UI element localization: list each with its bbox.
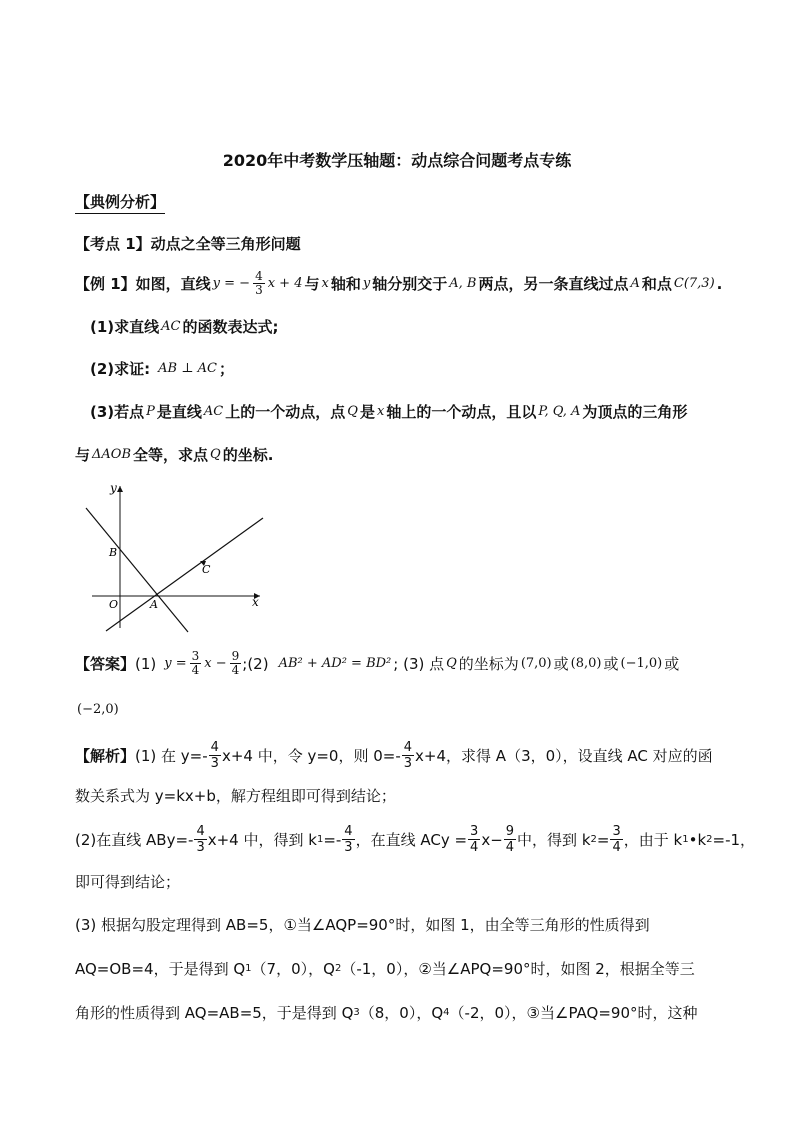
answer-line-2: [75, 702, 121, 717]
text: x−: [481, 830, 503, 849]
y-axis-arrow: [117, 486, 123, 492]
text: 的函数表达式;: [182, 318, 279, 336]
text: 即可得到结论；: [75, 873, 181, 891]
point-a-label: A: [150, 598, 158, 611]
point-a: A: [630, 276, 640, 291]
analysis-label: 【解析】: [75, 747, 136, 765]
text: 的坐标.: [222, 446, 274, 464]
analysis-line-2: [75, 785, 396, 806]
fraction-numerator: 9: [231, 649, 240, 663]
page-title: 2020年中考数学压轴题：动点综合问题考点专练: [222, 151, 572, 170]
text: 或: [603, 655, 619, 673]
text: 和点: [641, 275, 672, 293]
fraction-numerator: 4: [344, 824, 353, 839]
text: 轴分别交于: [372, 275, 448, 293]
point-c: C(7,3): [673, 276, 715, 291]
point-q: Q: [210, 447, 221, 462]
text: ；: [218, 360, 234, 378]
text: 全等，求点: [133, 446, 209, 464]
text: 轴上的一个动点，且以: [386, 403, 537, 421]
line-ac: AC: [161, 319, 181, 334]
analysis-line-1: [75, 740, 713, 771]
fraction-numerator: 3: [470, 824, 479, 839]
text: 上的一个动点，点: [225, 403, 346, 421]
fraction-numerator: 4: [210, 740, 219, 755]
question-1: [90, 316, 279, 337]
line-eq-tail: x + 4: [267, 276, 303, 291]
text: 或: [664, 655, 680, 673]
subscript: 1: [316, 834, 324, 845]
var-x: x: [321, 276, 329, 291]
fraction-denominator: 4: [231, 663, 240, 677]
text: x+4 中，令 y=0，则 0=-: [221, 747, 401, 765]
fraction-denominator: 3: [403, 756, 413, 771]
var-x: x: [376, 404, 385, 419]
coord-4: (−2,0): [77, 702, 119, 717]
point-q: Q: [446, 656, 457, 671]
fraction: [468, 824, 480, 855]
kaodian-heading: 【考点 1】动点之全等三角形问题: [75, 235, 301, 253]
analysis-line-4: [75, 871, 180, 892]
text: 数关系式为 y=kx+b，解方程组即可得到结论；: [75, 787, 396, 805]
example-statement: [75, 270, 722, 297]
subscript: 2: [706, 834, 713, 845]
text: (1)求直线: [90, 318, 160, 336]
text: =-1，: [712, 831, 756, 849]
analysis-line-3: [75, 824, 755, 855]
text: •k: [688, 830, 707, 849]
analysis-line-7: [75, 1002, 698, 1023]
fraction-numerator: 3: [612, 824, 621, 839]
text: （-1，0），②当∠APQ=90°时，如图 2，根据全等三: [341, 960, 695, 978]
fraction: [402, 740, 414, 771]
text: ;(2): [242, 654, 269, 673]
fraction-denominator: 4: [191, 663, 200, 677]
origin-label: O: [109, 598, 119, 611]
text: 角形的性质得到 AQ=AB=5，于是得到 Q: [75, 1004, 354, 1022]
example-label: 【例 1】如图，直线: [75, 275, 211, 293]
subscript: 3: [353, 1007, 360, 1018]
text: x+4，求得 A（3，0），设直线 AC 对应的函: [415, 747, 713, 765]
text: （8，0），Q: [359, 1004, 444, 1022]
subscript: 1: [682, 834, 689, 845]
fraction-denominator: 3: [255, 283, 263, 297]
coord-3: (−1,0): [620, 656, 663, 671]
fraction: [504, 824, 516, 855]
subscript: 4: [443, 1007, 450, 1018]
text: 轴和: [330, 275, 361, 293]
text: (1): [135, 654, 157, 673]
text: 中，得到 k: [517, 831, 591, 849]
fraction-denominator: 3: [210, 756, 219, 771]
text: (3)若点: [90, 403, 145, 421]
line-ac: [106, 518, 263, 631]
perp-expression: AB ⊥ AC: [158, 361, 217, 376]
y-axis-label: y: [110, 481, 117, 495]
text: 是直线: [156, 403, 202, 421]
text: =-: [323, 830, 342, 849]
fraction: [342, 824, 354, 855]
fraction-denominator: 4: [612, 840, 621, 855]
text: （-2，0），③当∠PAQ=90°时，这种: [449, 1004, 698, 1022]
text: .: [716, 274, 723, 293]
subscript: 2: [334, 963, 342, 974]
subscript: 2: [590, 834, 597, 845]
text: ，由于 k: [623, 831, 683, 849]
fraction: [209, 740, 221, 771]
text: 或: [553, 655, 569, 673]
fraction-numerator: 3: [191, 649, 200, 663]
text: 是: [359, 403, 375, 421]
fraction: [194, 824, 206, 855]
answer-label: 【答案】: [75, 655, 136, 673]
points-pqa: P, Q, A: [538, 404, 581, 419]
text: （7，0），Q: [251, 960, 335, 978]
fraction: [190, 650, 202, 677]
fraction: [610, 824, 622, 855]
text: 与: [304, 275, 320, 293]
question-3-cont: [75, 444, 273, 465]
question-3: [90, 401, 687, 422]
point-q: Q: [347, 404, 358, 419]
text: x+4 中，得到 k: [207, 831, 317, 849]
point-c-label: C: [202, 563, 211, 576]
text: 两点，另一条直线过点: [478, 275, 629, 293]
text: (2)在直线 ABy=-: [75, 831, 194, 849]
fraction-numerator: 4: [403, 740, 413, 755]
answer-eq-x: x −: [204, 656, 227, 671]
coord-1: (7,0): [520, 656, 552, 671]
text: (3) 根据勾股定理得到 AB=5，①当∠AQP=90°时，如图 1，由全等三角形的性质得到: [75, 916, 650, 934]
triangle-aob: ΔAOB: [92, 447, 132, 462]
text: (2)求证:: [90, 360, 151, 378]
fraction-numerator: 4: [196, 824, 205, 839]
fraction-numerator: 9: [505, 824, 515, 839]
text: 为顶点的三角形: [582, 403, 688, 421]
subscript: 1: [245, 963, 252, 974]
line-eq-y: y = −: [212, 276, 251, 291]
fraction-denominator: 3: [344, 840, 353, 855]
line-ac: AC: [203, 404, 224, 419]
text: 与: [75, 446, 91, 464]
answer-line: [75, 650, 679, 677]
fraction-denominator: 4: [505, 840, 515, 855]
text: (1) 在 y=-: [135, 747, 208, 765]
text: AQ=OB=4，于是得到 Q: [75, 960, 246, 978]
line-ab: [86, 508, 188, 632]
text: ; (3) 点: [393, 655, 445, 673]
fraction: [253, 270, 265, 297]
fraction: [230, 650, 242, 677]
answer-eq-y: y =: [164, 656, 187, 671]
var-y: y: [362, 276, 371, 291]
text: 的坐标为: [458, 655, 519, 673]
question-2: [90, 358, 234, 379]
coord-2: (8,0): [570, 656, 602, 671]
text: =: [596, 830, 610, 849]
analysis-line-5: [75, 914, 650, 935]
fraction-denominator: 4: [470, 840, 479, 855]
text: ，在直线 ACy =: [355, 831, 468, 849]
answer-eq-2: AB² + AD² = BD²: [278, 656, 392, 671]
section-heading: 【典例分析】: [75, 191, 165, 214]
coordinate-graph: [80, 478, 280, 638]
point-b-label: B: [109, 546, 118, 559]
point-p: P: [146, 404, 155, 419]
fraction-numerator: 4: [255, 269, 263, 283]
fraction-denominator: 3: [196, 840, 205, 855]
x-axis-label: x: [252, 595, 259, 609]
analysis-line-6: [75, 958, 695, 979]
points-ab: A, B: [449, 276, 477, 291]
